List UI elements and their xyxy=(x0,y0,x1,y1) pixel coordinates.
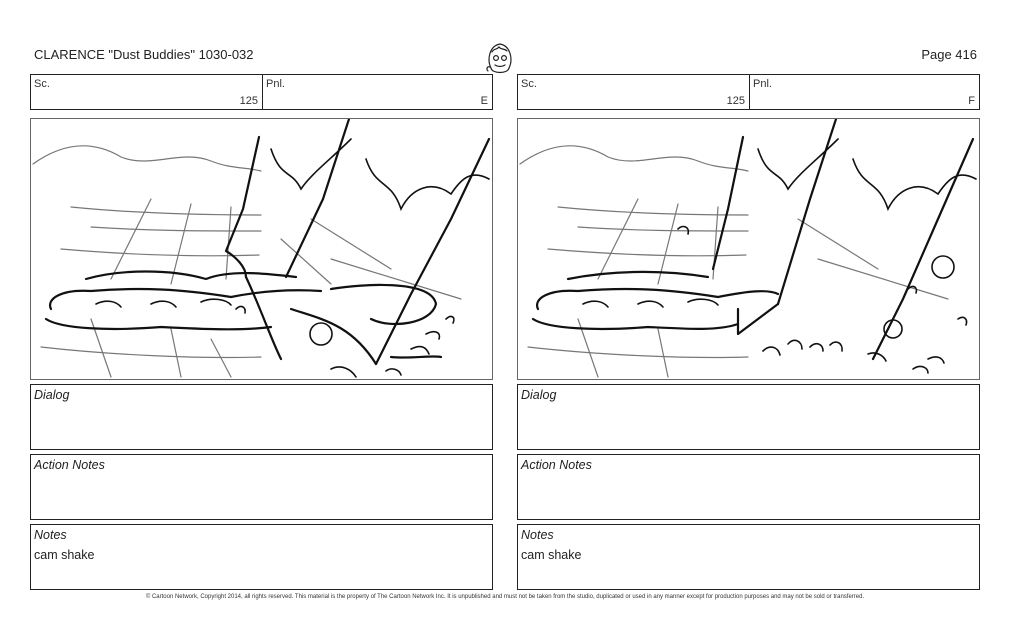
panel-cell xyxy=(750,75,979,109)
notes-label: Notes xyxy=(34,528,67,542)
action-notes-label: Action Notes xyxy=(521,458,592,472)
storyboard-panel-left xyxy=(30,74,493,590)
action-notes-box xyxy=(30,454,493,520)
notes-label: Notes xyxy=(521,528,554,542)
notes-box xyxy=(517,524,980,590)
notes-box xyxy=(30,524,493,590)
scene-label: Sc. xyxy=(34,78,50,90)
storyboard-sketch xyxy=(518,119,979,379)
panel-info-bar xyxy=(30,74,493,110)
panel-letter: F xyxy=(968,95,975,107)
action-notes-box xyxy=(517,454,980,520)
panel-letter: E xyxy=(480,95,488,107)
scene-cell xyxy=(518,75,750,109)
panel-cell xyxy=(263,75,492,109)
dialog-label: Dialog xyxy=(521,388,557,402)
scene-number: 125 xyxy=(239,95,258,107)
mascot-logo-icon xyxy=(483,38,517,78)
page-number: Page 416 xyxy=(921,47,977,62)
scene-label: Sc. xyxy=(521,78,537,90)
storyboard-sketch xyxy=(31,119,492,379)
dialog-label: Dialog xyxy=(34,388,70,402)
notes-text: cam shake xyxy=(34,548,95,562)
panel-drawing-frame xyxy=(517,118,980,380)
scene-number: 125 xyxy=(726,95,745,107)
copyright-footer: © Cartoon Network, Copyright 2014, all rights reserved. This material is the property of The Cartoon Network Inc. It is unpublished and must not be taken from the studio, duplicated or used in any manner except for production purposes and may not be sold or transferred. xyxy=(145,594,865,600)
storyboard-title: CLARENCE "Dust Buddies" 1030-032 xyxy=(34,47,254,62)
dialog-box xyxy=(30,384,493,450)
panel-label: Pnl. xyxy=(753,78,772,90)
dialog-box xyxy=(517,384,980,450)
notes-text: cam shake xyxy=(521,548,582,562)
panel-drawing-frame xyxy=(30,118,493,380)
scene-cell xyxy=(31,75,263,109)
panel-info-bar xyxy=(517,74,980,110)
storyboard-panel-right xyxy=(517,74,980,590)
panel-label: Pnl. xyxy=(266,78,285,90)
action-notes-label: Action Notes xyxy=(34,458,105,472)
